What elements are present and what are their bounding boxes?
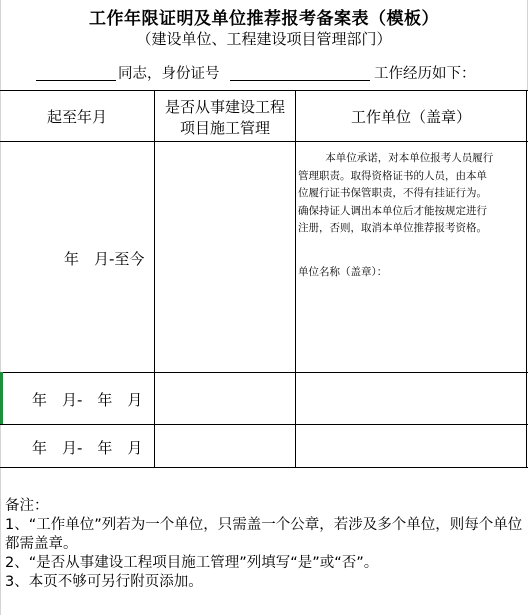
column-header-employer: 工作单位（盖章）	[350, 108, 471, 126]
table-right-border	[526, 90, 527, 468]
selected-cell-indicator	[0, 372, 3, 424]
page-title: 工作年限证明及单位推荐报考备案表（模板）	[89, 9, 439, 29]
seal-label: 单位名称（盖章）：	[298, 266, 388, 278]
note-item-2: 2、“是否从事建设工程项目施工管理”列填写“是”或“否”。	[5, 555, 379, 571]
notes-heading: 备注：	[5, 498, 49, 514]
pledge-line-5: 注册，否则，取消本单位推荐报考资格。	[298, 222, 487, 234]
row3-period[interactable]: 年 月- 年 月	[32, 439, 143, 457]
row2-bottom-border	[0, 424, 528, 425]
name-blank[interactable]	[36, 80, 116, 81]
column-header-construction-line1: 是否从事建设工程	[164, 98, 285, 116]
pledge-text	[298, 150, 524, 238]
note-item-3: 3、本页不够可另行附页添加。	[5, 574, 203, 590]
col-divider-1	[154, 90, 155, 468]
pledge-line-1: 本单位承诺，对本单位报考人员履行	[325, 152, 494, 164]
column-header-period: 起至年月	[46, 108, 107, 126]
id-number-blank[interactable]	[230, 80, 370, 81]
header-bottom-border	[0, 141, 528, 142]
table-top-border	[0, 90, 528, 91]
col-divider-2	[295, 90, 296, 468]
page-subtitle: （建设单位、工程建设项目管理部门）	[136, 30, 392, 48]
note-item-1: 1、“工作单位”列若为一个单位，只需盖一个公章，若涉及多个单位，则每个单位都需盖章。	[5, 517, 523, 552]
pledge-line-4: 确保持证人调出本单位后才能按规定进行	[298, 204, 487, 217]
table-bottom-border	[0, 467, 528, 468]
notes-section	[5, 497, 525, 592]
gridline-left	[0, 0, 1, 615]
column-header-construction-line2: 项目施工管理	[179, 119, 270, 137]
declaration-name-suffix: 同志，身份证号	[118, 66, 220, 82]
pledge-line-3: 位履行证书保管职责，不得有挂证行为。	[298, 187, 487, 199]
row1-bottom-border	[0, 372, 528, 373]
pledge-line-2: 管理职责。取得资格证书的人员，由本单	[298, 169, 487, 182]
declaration-history: 工作经历如下：	[374, 66, 476, 82]
row1-period[interactable]: 年 月-至今	[64, 250, 145, 268]
row2-period[interactable]: 年 月- 年 月	[32, 391, 143, 409]
